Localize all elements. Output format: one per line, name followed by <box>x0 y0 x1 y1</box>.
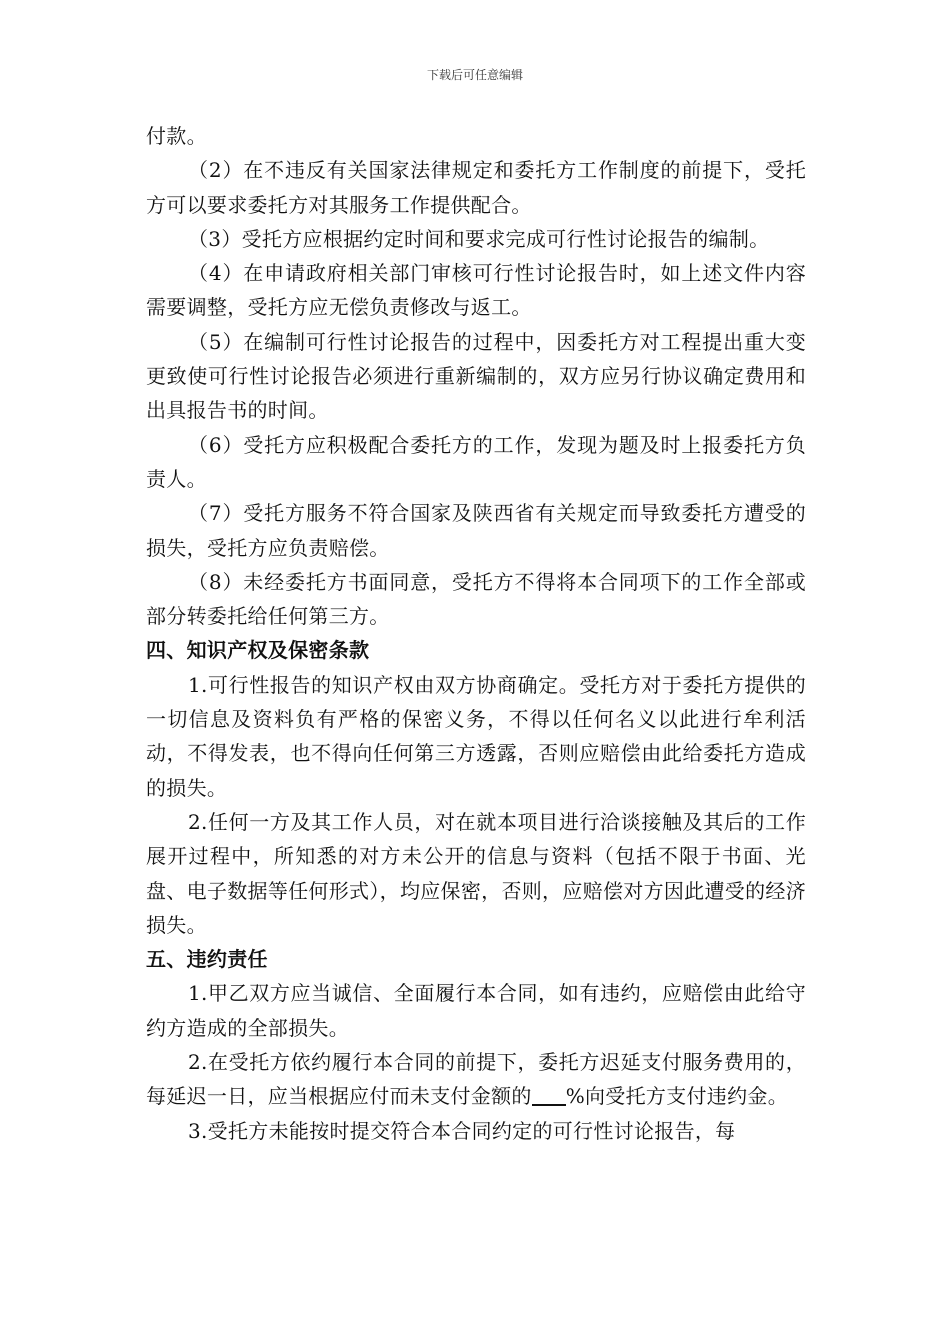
clause-text-after-blank: %向受托方支付违约金。 <box>565 1084 789 1109</box>
clause-item-5: （5）在编制可行性讨论报告的过程中，因委托方对工程提出重大变更致使可行性讨论报告必须进行重新编制的，双方应另行协议确定费用和出具报告书的时间。 <box>146 329 806 423</box>
page-header: 下载后可任意编辑 <box>426 68 523 82</box>
clause-item-6: （6）受托方应积极配合委托方的工作，发现为题及时上报委托方负责人。 <box>146 432 806 491</box>
section-heading-breach-liability: 五、违约责任 <box>146 947 268 972</box>
clause-breach-2 <box>146 1045 806 1114</box>
clause-breach-3: 3.受托方未能按时提交符合本合同约定的可行性讨论报告，每 <box>188 1118 736 1143</box>
clause-breach-1: 1.甲乙双方应当诚信、全面履行本合同，如有违约，应赔偿由此给守约方造成的全部损失。 <box>146 981 806 1040</box>
fill-in-blank <box>532 1084 566 1106</box>
clause-item-8: （8）未经委托方书面同意，受托方不得将本合同项下的工作全部或部分转委托给任何第三方。 <box>146 569 806 629</box>
clause-item-2: （2）在不违反有关国家法律规定和委托方工作制度的前提下，受托方可以要求委托方对其服务工作提供配合。 <box>146 158 806 217</box>
document-body <box>146 119 806 1148</box>
paragraph: 付款。 <box>146 124 207 148</box>
clause-ip-1: 1.可行性报告的知识产权由双方协商确定。受托方对于委托方提供的一切信息及资料负有严格的保密义务，不得以任何名义以此进行牟利活动，不得发表，也不得向任何第三方透露，否则应赔偿由此给委托方造成的损失。 <box>146 672 806 800</box>
clause-ip-2: 2.任何一方及其工作人员，对在就本项目进行洽谈接触及其后的工作展开过程中，所知悉的对方未公开的信息与资料（包括不限于书面、光盘、电子数据等任何形式），均应保密，否则，应赔偿对方因此遭受的经济损失。 <box>146 809 806 937</box>
clause-text-before-blank: 2.在受托方依约履行本合同的前提下，委托方迟延支付服务费用的，每延迟一日，应当根据应付而未支付金额的 <box>146 1050 806 1109</box>
clause-item-4: （4）在申请政府相关部门审核可行性讨论报告时，如上述文件内容需要调整，受托方应无偿负责修改与返工。 <box>146 261 806 320</box>
clause-item-7: （7）受托方服务不符合国家及陕西省有关规定而导致委托方遭受的损失，受托方应负责赔偿。 <box>146 501 806 560</box>
clause-item-3: （3）受托方应根据约定时间和要求完成可行性讨论报告的编制。 <box>188 226 770 251</box>
section-heading-ip-confidentiality: 四、知识产权及保密条款 <box>146 638 370 663</box>
